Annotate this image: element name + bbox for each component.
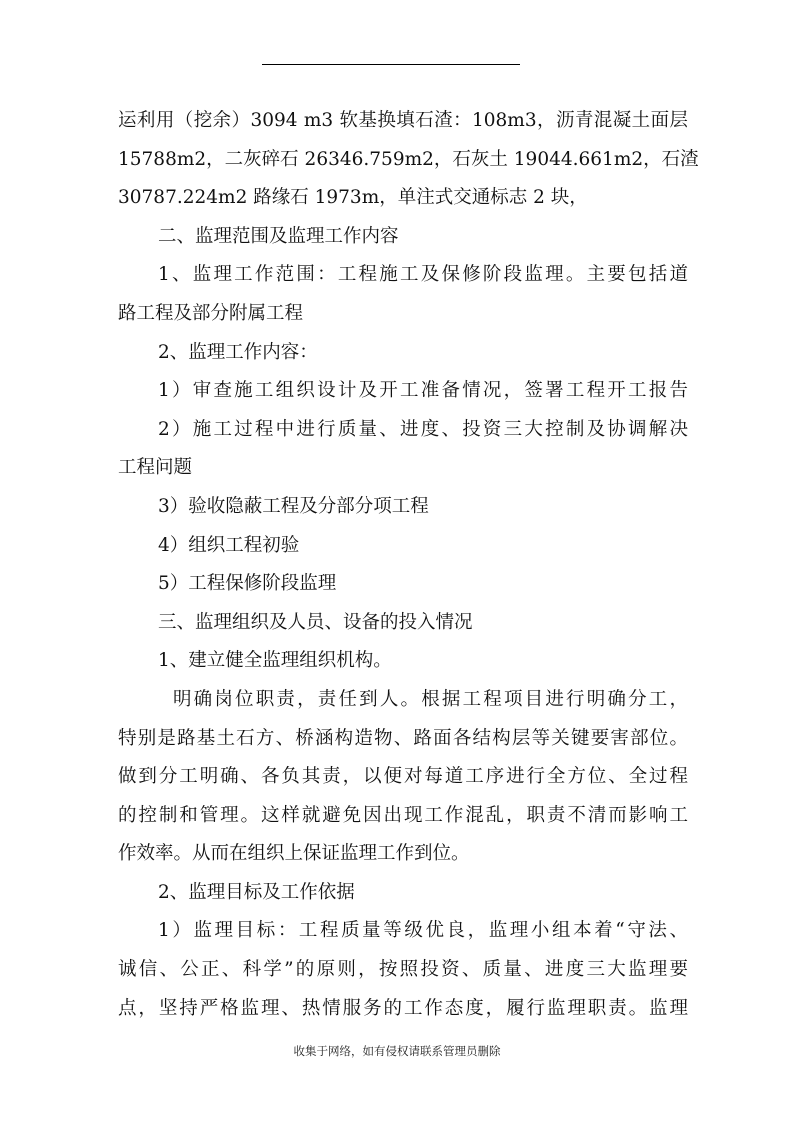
body-line: 作效率。从而在组织上保证监理工作到位。 — [118, 843, 470, 865]
body-line: 特别是路基土石方、桥涵构造物、路面各结构层等关键要害部位。 — [118, 727, 688, 749]
list-item: 1）审查施工组织设计及开工准备情况，签署工程开工报告 — [158, 380, 688, 402]
subsection-heading: 1、建立健全监理组织机构。 — [158, 650, 392, 672]
list-item: 1）监理目标：工程质量等级优良，监理小组本着“守法、 — [158, 920, 688, 942]
list-item: 4）组织工程初验 — [158, 534, 300, 556]
body-line: 的控制和管理。这样就避免因出现工作混乱，职责不清而影响工 — [118, 804, 688, 826]
body-line: 15788m2，二灰碎石 26346.759m2，石灰土 19044.661m2，石渣 — [118, 148, 699, 170]
body-line: 明确岗位职责，责任到人。根据工程项目进行明确分工， — [173, 688, 688, 710]
body-line: 诚信、公正、科学”的原则，按照投资、质量、进度三大监理要 — [118, 959, 688, 981]
header-rule — [262, 64, 520, 65]
body-line: 30787.224m2 路缘石 1973m，单注式交通标志 2 块， — [118, 187, 588, 209]
body-line: 点，坚持严格监理、热情服务的工作态度，履行监理职责。监理 — [118, 997, 688, 1019]
subsection-heading: 2、监理工作内容： — [158, 341, 318, 363]
body-line: 1、监理工作范围：工程施工及保修阶段监理。主要包括道 — [158, 264, 688, 286]
body-line: 运利用（挖余）3094 m3 软基换填石渣：108m3，沥青混凝土面层 — [118, 110, 688, 131]
document-body — [118, 102, 699, 1028]
footer-note: 收集于网络，如有侵权请联系管理员删除 — [293, 1044, 501, 1058]
list-item: 3）验收隐蔽工程及分部分项工程 — [158, 495, 429, 517]
list-item: 2）施工过程中进行质量、进度、投资三大控制及协调解决 — [158, 418, 688, 440]
body-line: 工程问题 — [118, 457, 193, 479]
list-item: 5）工程保修阶段监理 — [158, 573, 337, 595]
body-line: 路工程及部分附属工程 — [118, 302, 304, 324]
section-heading: 二、监理范围及监理工作内容 — [158, 225, 399, 247]
subsection-heading: 2、监理目标及工作依据 — [158, 881, 355, 903]
body-line: 做到分工明确、各负其责，以便对每道工序进行全方位、全过程 — [118, 766, 688, 788]
section-heading: 三、监理组织及人员、设备的投入情况 — [158, 611, 473, 633]
